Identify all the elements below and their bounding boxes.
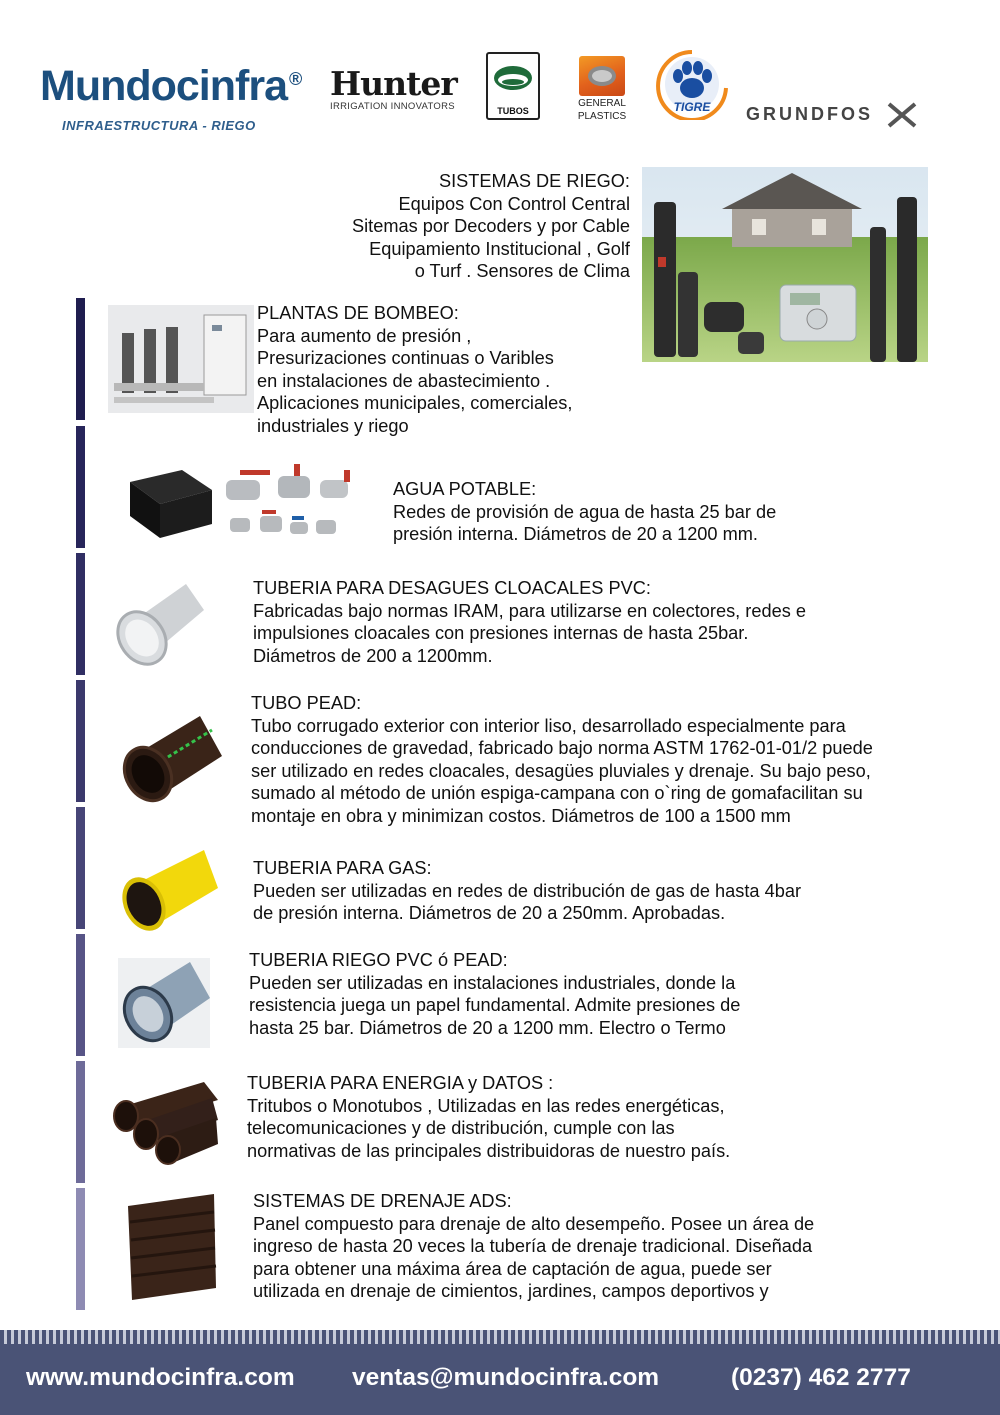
section-line: impulsiones cloacales con presiones internas de hasta 25bar. xyxy=(253,623,749,643)
brand-logo xyxy=(40,62,301,111)
section-line: Tubo corrugado exterior con interior liso, desarrollado especialmente para xyxy=(251,715,846,736)
irrigation-products-image xyxy=(642,167,928,362)
registered-mark: ® xyxy=(288,68,302,89)
brand-name: Mundocinfra xyxy=(40,62,287,110)
section-line: industriales y riego xyxy=(257,415,409,436)
drainage-panel-image xyxy=(122,1192,218,1304)
section-bar xyxy=(76,1061,85,1183)
section-line: Equipamiento Institucional , Golf xyxy=(369,238,630,259)
section-bar xyxy=(76,426,85,548)
section-line: normativas de las principales distribuidoras de nuestro país. xyxy=(247,1140,731,1161)
section-line: Panel compuesto para drenaje de alto desempeño. Posee un área de xyxy=(253,1213,815,1234)
meter-box-image xyxy=(122,462,214,540)
section-line: de presión interna. Diámetros de 20 a 250mm. Aprobadas. xyxy=(253,903,726,923)
section-line: Tritubos o Monotubos , Utilizadas en las redes energéticas, xyxy=(247,1095,725,1116)
general-plastics-icon xyxy=(579,56,625,96)
section-agua xyxy=(393,478,833,546)
section-title: TUBERIA PARA DESAGUES CLOACALES PVC: xyxy=(253,578,651,598)
section-cloacales xyxy=(253,577,893,667)
section-energia xyxy=(247,1072,847,1162)
section-bar xyxy=(76,680,85,802)
section-line: Pueden ser utilizadas en instalaciones industriales, donde la xyxy=(249,972,736,993)
website-link[interactable]: www.mundocinfra.com xyxy=(26,1364,295,1391)
grundfos-logo xyxy=(746,100,921,130)
footer xyxy=(0,1330,1000,1415)
section-bar xyxy=(76,807,85,929)
section-line: montaje en obra y minimizan costos. Diámetros de 100 a 1500 mm xyxy=(251,805,791,826)
hunter-tagline: IRRIGATION INNOVATORS xyxy=(330,101,455,112)
section-title: TUBO PEAD: xyxy=(251,693,362,713)
corrugated-pipe-image xyxy=(120,712,222,806)
valves-image xyxy=(220,462,358,544)
general-plastics-line2: PLASTICS xyxy=(577,111,627,122)
section-bar xyxy=(76,298,85,420)
section-line: o Turf . Sensores de Clima xyxy=(414,261,630,281)
section-title: TUBERIA PARA ENERGIA y DATOS : xyxy=(247,1073,554,1093)
section-riego xyxy=(300,170,630,283)
grundfos-x-icon xyxy=(885,100,921,130)
section-bar xyxy=(76,553,85,675)
section-line: Equipos Con Control Central xyxy=(398,193,630,214)
gas-pipe-image xyxy=(118,848,218,936)
tigre-logo xyxy=(654,48,730,120)
section-title: SISTEMAS DE DRENAJE ADS: xyxy=(253,1191,512,1211)
hunter-logo xyxy=(330,64,465,112)
pvc-pipe-image xyxy=(112,582,204,672)
tritube-image xyxy=(108,1078,218,1166)
section-line: Fabricadas bajo normas IRAM, para utilizarse en colectores, redes e xyxy=(253,600,806,621)
tubos-label: TUBOS xyxy=(497,106,529,116)
section-gas xyxy=(253,857,893,925)
section-riego-pvc xyxy=(249,949,849,1039)
section-bar xyxy=(76,1188,85,1310)
section-line: Aplicaciones municipales, comerciales, xyxy=(257,393,573,413)
hunter-name: Hunter xyxy=(330,64,457,103)
section-line: Pueden ser utilizadas en redes de distribución de gas de hasta 4bar xyxy=(253,880,802,901)
general-plastics-logo xyxy=(576,56,628,122)
pump-station-image xyxy=(108,305,254,413)
brand-tagline: INFRAESTRUCTURA - RIEGO xyxy=(62,118,256,133)
section-line: presión interna. Diámetros de 20 a 1200 mm. xyxy=(393,524,758,544)
section-line: Sitemas por Decoders y por Cable xyxy=(352,216,630,236)
section-bar xyxy=(76,934,85,1056)
section-line: utilizada en drenaje de cimientos, jardines, campos deportivos y xyxy=(253,1281,769,1301)
footer-stripe xyxy=(0,1330,1000,1344)
section-title: TUBERIA PARA GAS: xyxy=(253,858,432,878)
email-link[interactable]: ventas@mundocinfra.com xyxy=(352,1364,660,1391)
general-plastics-line1: GENERAL xyxy=(578,98,626,109)
section-pead xyxy=(251,692,971,827)
section-line: Redes de provisión de agua de hasta 25 bar de xyxy=(393,501,777,522)
tigre-label: TIGRE xyxy=(673,100,711,114)
section-line: Para aumento de presión , xyxy=(257,325,472,346)
section-line: Presurizaciones continuas o Varibles xyxy=(257,348,554,368)
section-title: TUBERIA RIEGO PVC ó PEAD: xyxy=(249,950,508,970)
irrigation-pipe-image xyxy=(118,958,210,1048)
tubos-corrugados-logo xyxy=(486,52,540,120)
section-title: PLANTAS DE BOMBEO: xyxy=(257,303,459,323)
section-line: sumado al método de unión espiga-campana con o`ring de gomafacilitan su xyxy=(251,783,863,803)
section-title: SISTEMAS DE RIEGO: xyxy=(438,171,630,191)
section-line: telecomunicaciones y de distribución, cumple con las xyxy=(247,1118,675,1138)
section-line: ser utilizado en redes cloacales, desagües pluviales y drenaje. Su bajo peso, xyxy=(251,760,871,781)
section-line: resistencia juega un papel fundamental. Admite presiones de xyxy=(249,995,741,1015)
section-line: en instalaciones de abastecimiento . xyxy=(257,370,551,391)
phone-number[interactable]: (0237) 462 2777 xyxy=(731,1364,911,1391)
section-line: Diámetros de 200 a 1200mm. xyxy=(253,645,493,666)
section-title: AGUA POTABLE: xyxy=(393,479,537,499)
section-line: hasta 25 bar. Diámetros de 20 a 1200 mm. Electro o Termo xyxy=(249,1017,726,1038)
section-line: ingreso de hasta 20 veces la tubería de drenaje tradicional. Diseñada xyxy=(253,1236,813,1256)
section-line: conducciones de gravedad, fabricado bajo norma ASTM 1762-01-01/2 puede xyxy=(251,738,873,758)
grundfos-label: GRUNDFOS xyxy=(746,103,873,124)
section-bombeo xyxy=(257,302,627,437)
section-drenaje xyxy=(253,1190,893,1303)
section-line: para obtener una máxima área de captación de agua, puede ser xyxy=(253,1258,772,1279)
